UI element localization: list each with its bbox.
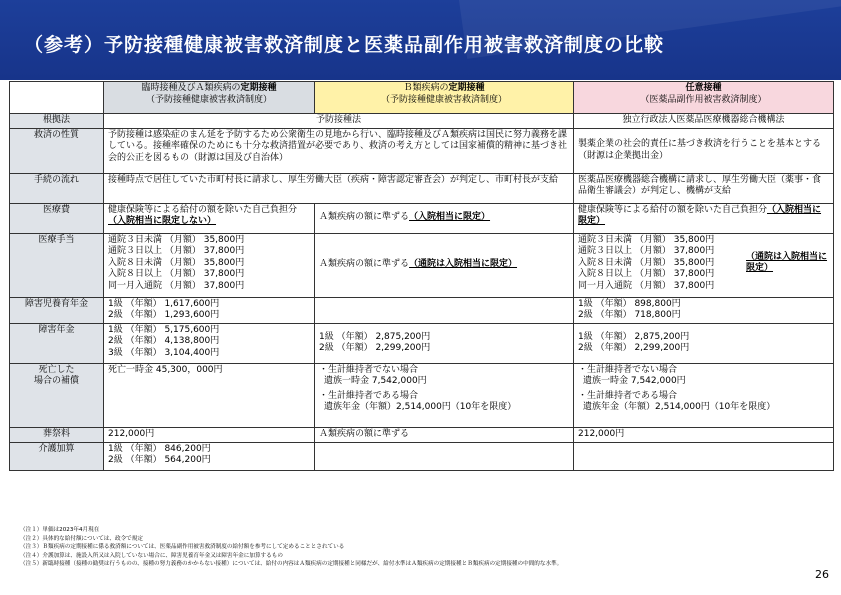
benefit-line: 遺族一時金 7,542,000円 <box>324 376 427 386</box>
header-corner <box>10 82 104 114</box>
header-label: 臨時接種及びＡ類疾病の <box>141 83 241 93</box>
header-sublabel: （予防接種健康被害救済制度） <box>380 94 507 105</box>
amount-line: 1級 （年額） 2,875,200円 <box>319 331 431 342</box>
emphasis: （入院相当に限定しない） <box>108 216 217 226</box>
cell-shibo-a: 死亡一時金 45,300，000円 <box>104 363 315 427</box>
cell-iryohi-a <box>104 203 315 233</box>
header-label-bold: 定期接種 <box>448 83 485 93</box>
cell-konkyo-c: 独立行政法人医薬品医療機器総合機構法 <box>574 114 834 129</box>
header-label-bold: 定期接種 <box>240 83 277 93</box>
row-label-nenkin: 障害年金 <box>10 323 104 363</box>
amount-line: 2級 （年額） 2,299,200円 <box>578 343 690 353</box>
footnote: （注１）単価は2023年4月現在 <box>20 527 100 533</box>
emphasis: （通院は入院相当に限定） <box>409 259 518 270</box>
row-label-iryohi: 医療費 <box>10 203 104 233</box>
row-label-line: 死亡した <box>38 364 75 375</box>
footnotes <box>20 526 820 569</box>
cell-nenkin-b <box>315 323 574 363</box>
header-teiki-a <box>104 82 315 114</box>
amount-line: 1級 （年額） 898,800円 <box>578 298 681 309</box>
row-konkyo <box>10 114 834 129</box>
benefit-line: ・生計維持者である場合 <box>578 390 678 401</box>
amount-line: 通院３日以上 （月額） 37,800円 <box>578 246 715 256</box>
amount-line: 入院８日以上 （月額） 37,800円 <box>108 269 245 279</box>
benefit-line: ・生計維持者でない場合 <box>319 364 419 375</box>
title-banner <box>0 0 841 80</box>
cell-jido-b <box>315 297 574 323</box>
header-teiki-b <box>315 82 574 114</box>
cell-nenkin-a <box>104 323 315 363</box>
footnote: （注３）Ｂ類疾病の定期接種に係る救済額については、医薬品副作用被害救済制度の給付額を参考にして定めることとされている <box>20 544 345 551</box>
footnote: （注２）具体的な給付額については、政令で規定 <box>20 535 143 542</box>
cell-jido-c <box>574 297 834 323</box>
row-label-shibo <box>10 363 104 427</box>
cell-kaigo-b <box>315 442 574 470</box>
cell-shibo-b <box>315 363 574 427</box>
amount-line: 入院８日未満 （月額） 35,800円 <box>578 257 715 268</box>
row-label-konkyo: 根拠法 <box>10 114 104 129</box>
comparison-table <box>9 81 834 471</box>
cell-iryohi-c <box>574 203 834 233</box>
amount-line: 入院８日未満 （月額） 35,800円 <box>108 257 245 268</box>
row-tetsuzuki <box>10 173 834 203</box>
amount-line: 2級 （年額） 718,800円 <box>578 310 681 320</box>
amount-line: 1級 （年額） 2,875,200円 <box>578 331 690 342</box>
benefit-line: 遺族一時金 7,542,000円 <box>583 376 686 386</box>
header-label-bold: 任意接種 <box>685 83 722 93</box>
amount-line: 1級 （年額） 5,175,600円 <box>108 324 220 335</box>
benefit-line: ・生計維持者でない場合 <box>578 364 678 375</box>
row-shibo <box>10 363 834 427</box>
row-kaigo <box>10 442 834 470</box>
header-row <box>10 82 834 114</box>
row-kyusai <box>10 128 834 173</box>
row-teate <box>10 233 834 297</box>
text: Ａ類疾病の額に準ずる <box>319 212 410 223</box>
row-nenkin <box>10 323 834 363</box>
row-iryohi <box>10 203 834 233</box>
page-title: （参考）予防接種健康被害救済制度と医薬品副作用被害救済制度の比較 <box>24 34 665 56</box>
row-label-jido: 障害児養育年金 <box>10 297 104 323</box>
cell-konkyo-ab: 予防接種法 <box>104 114 574 129</box>
row-label-kyusai: 救済の性質 <box>10 128 104 173</box>
footnote: （注５）新臨時接種（接種の勧奨は行うものの、接種の努力義務のかからない接種）については、給付の内容はＡ類疾病の定期接種と同様だが、給付水準はＡ類疾病の定期接種とＢ類疾病の定期接種の中間的な水準。 <box>20 561 563 568</box>
cell-kaigo-a <box>104 442 315 470</box>
amount-line: 同一月入通院 （月額） 37,800円 <box>108 280 245 291</box>
header-sublabel: （予防接種健康被害救済制度） <box>145 94 272 105</box>
cell-shibo-c <box>574 363 834 427</box>
emphasis: （入院相当に限定） <box>409 212 491 223</box>
benefit-line: ・生計維持者である場合 <box>319 390 419 401</box>
row-sosai <box>10 427 834 442</box>
row-jido <box>10 297 834 323</box>
amount-line: 2級 （年額） 1,293,600円 <box>108 310 220 320</box>
emphasis: （入院相当に限定） <box>578 204 822 226</box>
cell-teate-c <box>574 233 834 297</box>
footnote: （注４）介護加算は、施設入所又は入院していない場合に、障害児養育年金又は障害年金に加算するもの <box>20 552 283 559</box>
header-nini <box>574 82 834 114</box>
amount-line: 通院３日未満 （月額） 35,800円 <box>578 234 715 245</box>
row-label-kaigo: 介護加算 <box>10 442 104 470</box>
cell-nenkin-c <box>574 323 834 363</box>
amount-line: 通院３日以上 （月額） 37,800円 <box>108 246 245 256</box>
benefit-line: 遺族年金（年額）2,514,000円（10年を限度） <box>583 402 776 412</box>
cell-sosai-c: 212,000円 <box>574 427 834 442</box>
amount-line: 2級 （年額） 2,299,200円 <box>319 343 431 353</box>
cell-kaigo-c <box>574 442 834 470</box>
cell-sosai-b: Ａ類疾病の額に準ずる <box>315 427 574 442</box>
row-label-line: 場合の補償 <box>33 376 79 386</box>
text: 健康保険等による給付の額を除いた自己負担分 <box>108 204 298 215</box>
amount-line: 1級 （年額） 846,200円 <box>108 443 211 454</box>
amount-line: 2級 （年額） 4,138,800円 <box>108 336 220 346</box>
amount-line: 2級 （年額） 564,200円 <box>108 455 211 465</box>
amount-line: 入院８日以上 （月額） 37,800円 <box>578 269 715 279</box>
amount-line: 通院３日未満 （月額） 35,800円 <box>108 234 245 245</box>
cell-jido-a <box>104 297 315 323</box>
cell-sosai-a: 212,000円 <box>104 427 315 442</box>
header-sublabel: （医薬品副作用被害救済制度） <box>640 94 767 105</box>
amount-line: 同一月入通院 （月額） 37,800円 <box>578 280 715 291</box>
cell-teate-b <box>315 233 574 297</box>
text: Ａ類疾病の額に準ずる <box>319 259 410 270</box>
cell-iryohi-b <box>315 203 574 233</box>
page-number: 26 <box>815 568 829 581</box>
cell-kyusai-c: 製薬企業の社会的責任に基づき救済を行うことを基本とする（財源は企業拠出金） <box>574 128 834 173</box>
row-label-teate: 医療手当 <box>10 233 104 297</box>
cell-tetsuzuki-c: 医薬品医療機器総合機構に請求し、厚生労働大臣（薬事・食品衛生審議会）が判定し、機構が支給 <box>574 173 834 203</box>
benefit-line: 遺族年金（年額）2,514,000円（10年を限度） <box>324 402 517 412</box>
header-label: Ｂ類疾病の <box>403 83 449 93</box>
cell-teate-a <box>104 233 315 297</box>
amount-line: 3級 （年額） 3,104,400円 <box>108 347 220 358</box>
row-label-sosai: 葬祭料 <box>10 427 104 442</box>
cell-kyusai-ab: 予防接種は感染症のまん延を予防するため公衆衛生の見地から行い、臨時接種及びＡ類疾病は国民に努力義務を課している。接種率確保のためにも十分な救済措置が必要であり、救済の考え方としては国家補償的精神に基づき社会的公正を図るもの（財源は国及び自治体） <box>104 128 574 173</box>
teate-c-note: （通院は入院相当に限定） <box>746 251 828 274</box>
cell-tetsuzuki-ab: 接種時点で居住していた市町村長に請求し、厚生労働大臣（疾病・障害認定審査会）が判定し、市町村長が支給 <box>104 173 574 203</box>
text: 健康保険等による給付の額を除いた自己負担分 <box>578 204 768 215</box>
row-label-tetsuzuki: 手続の流れ <box>10 173 104 203</box>
amount-line: 1級 （年額） 1,617,600円 <box>108 298 220 309</box>
